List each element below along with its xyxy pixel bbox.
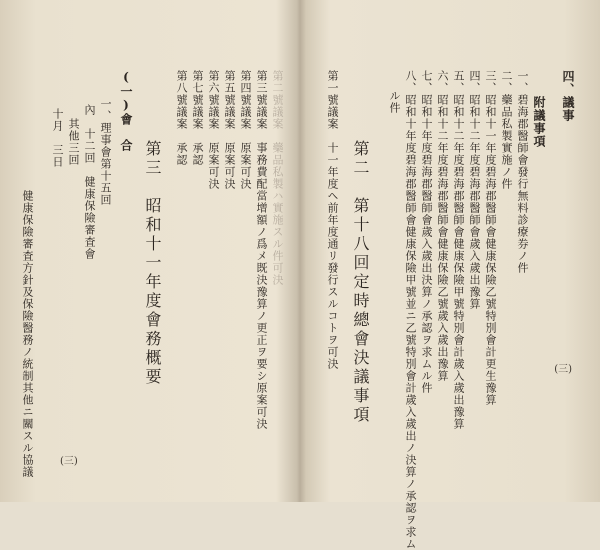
resolution-2: 第二號議案 藥品私製ハ實施スル件可決: [271, 70, 284, 286]
meeting-agenda-entry: 健康保險審査方針及保險醫務ノ統制其他ニ關スル協議: [21, 190, 34, 478]
page-number-left: (三): [60, 456, 78, 467]
agenda-item-8-continuation: ル件: [388, 90, 401, 114]
agenda-item-2: 二、藥品私製實施ノ件: [500, 70, 513, 190]
meeting-date: 十月 三日: [51, 108, 64, 168]
page-number-right: (三): [554, 364, 572, 375]
chapter-two-title: 第二 第十八回定時總會決議事項: [351, 140, 370, 425]
resolution-6: 第六號議案 原案可決: [207, 70, 220, 190]
agenda-item-4: 四、昭和十二年度碧海郡醫師會歲入歲出豫算: [468, 70, 481, 310]
meeting-line-3: 其他三回: [67, 118, 80, 166]
chapter-three-title: 第三 昭和十一年度會務概要: [143, 140, 162, 387]
agenda-item-8: 八、昭和十年度碧海郡醫師會健康保險甲號並ニ乙號特別會計歲入歲出ノ決算ノ承認ヲ求ム: [404, 70, 417, 550]
resolution-1: 第一號議案 十一年度ヘ前年度通リ發行スルコトヲ可決: [326, 70, 339, 370]
agenda-item-1: 一、碧海郡醫師會發行無料診療券ノ件: [516, 70, 529, 274]
agenda-item-5: 五、昭和十二年度碧海郡醫師會健康保險甲號特別會計歲入歲出豫算: [452, 70, 465, 430]
resolution-3: 第三號議案 事務費配當增額ノ爲メ既決豫算ノ更正ヲ要シ原案可決: [255, 70, 268, 430]
section-one-heading: (一)會 合: [119, 70, 133, 152]
agenda-item-6: 六、昭和十二年度碧海郡醫師會健康保險乙號歲入歲出豫算: [436, 70, 449, 382]
left-page: [0, 0, 296, 502]
resolution-5: 第五號議案 原案可決: [223, 70, 236, 190]
section-heading-agenda: 四、議事: [561, 70, 575, 122]
meeting-line-1: 一、理事會第十五回: [99, 98, 112, 206]
meeting-line-2: 內 十二回 健康保險審査會: [83, 104, 96, 260]
right-page: [304, 0, 600, 550]
resolution-7: 第七號議案 承認: [191, 70, 204, 166]
agenda-item-7: 七、昭和十年度碧海郡醫師會歲入歲出決算ノ承認ヲ求ムル件: [420, 70, 433, 394]
agenda-item-3: 三、昭和十一年度碧海郡醫師會健康保險乙號特別會計更生豫算: [484, 70, 497, 406]
agenda-heading: 附議事項: [532, 96, 546, 148]
resolution-8: 第八號議案 承認: [175, 70, 188, 166]
resolution-4: 第四號議案 原案可決: [239, 70, 252, 190]
